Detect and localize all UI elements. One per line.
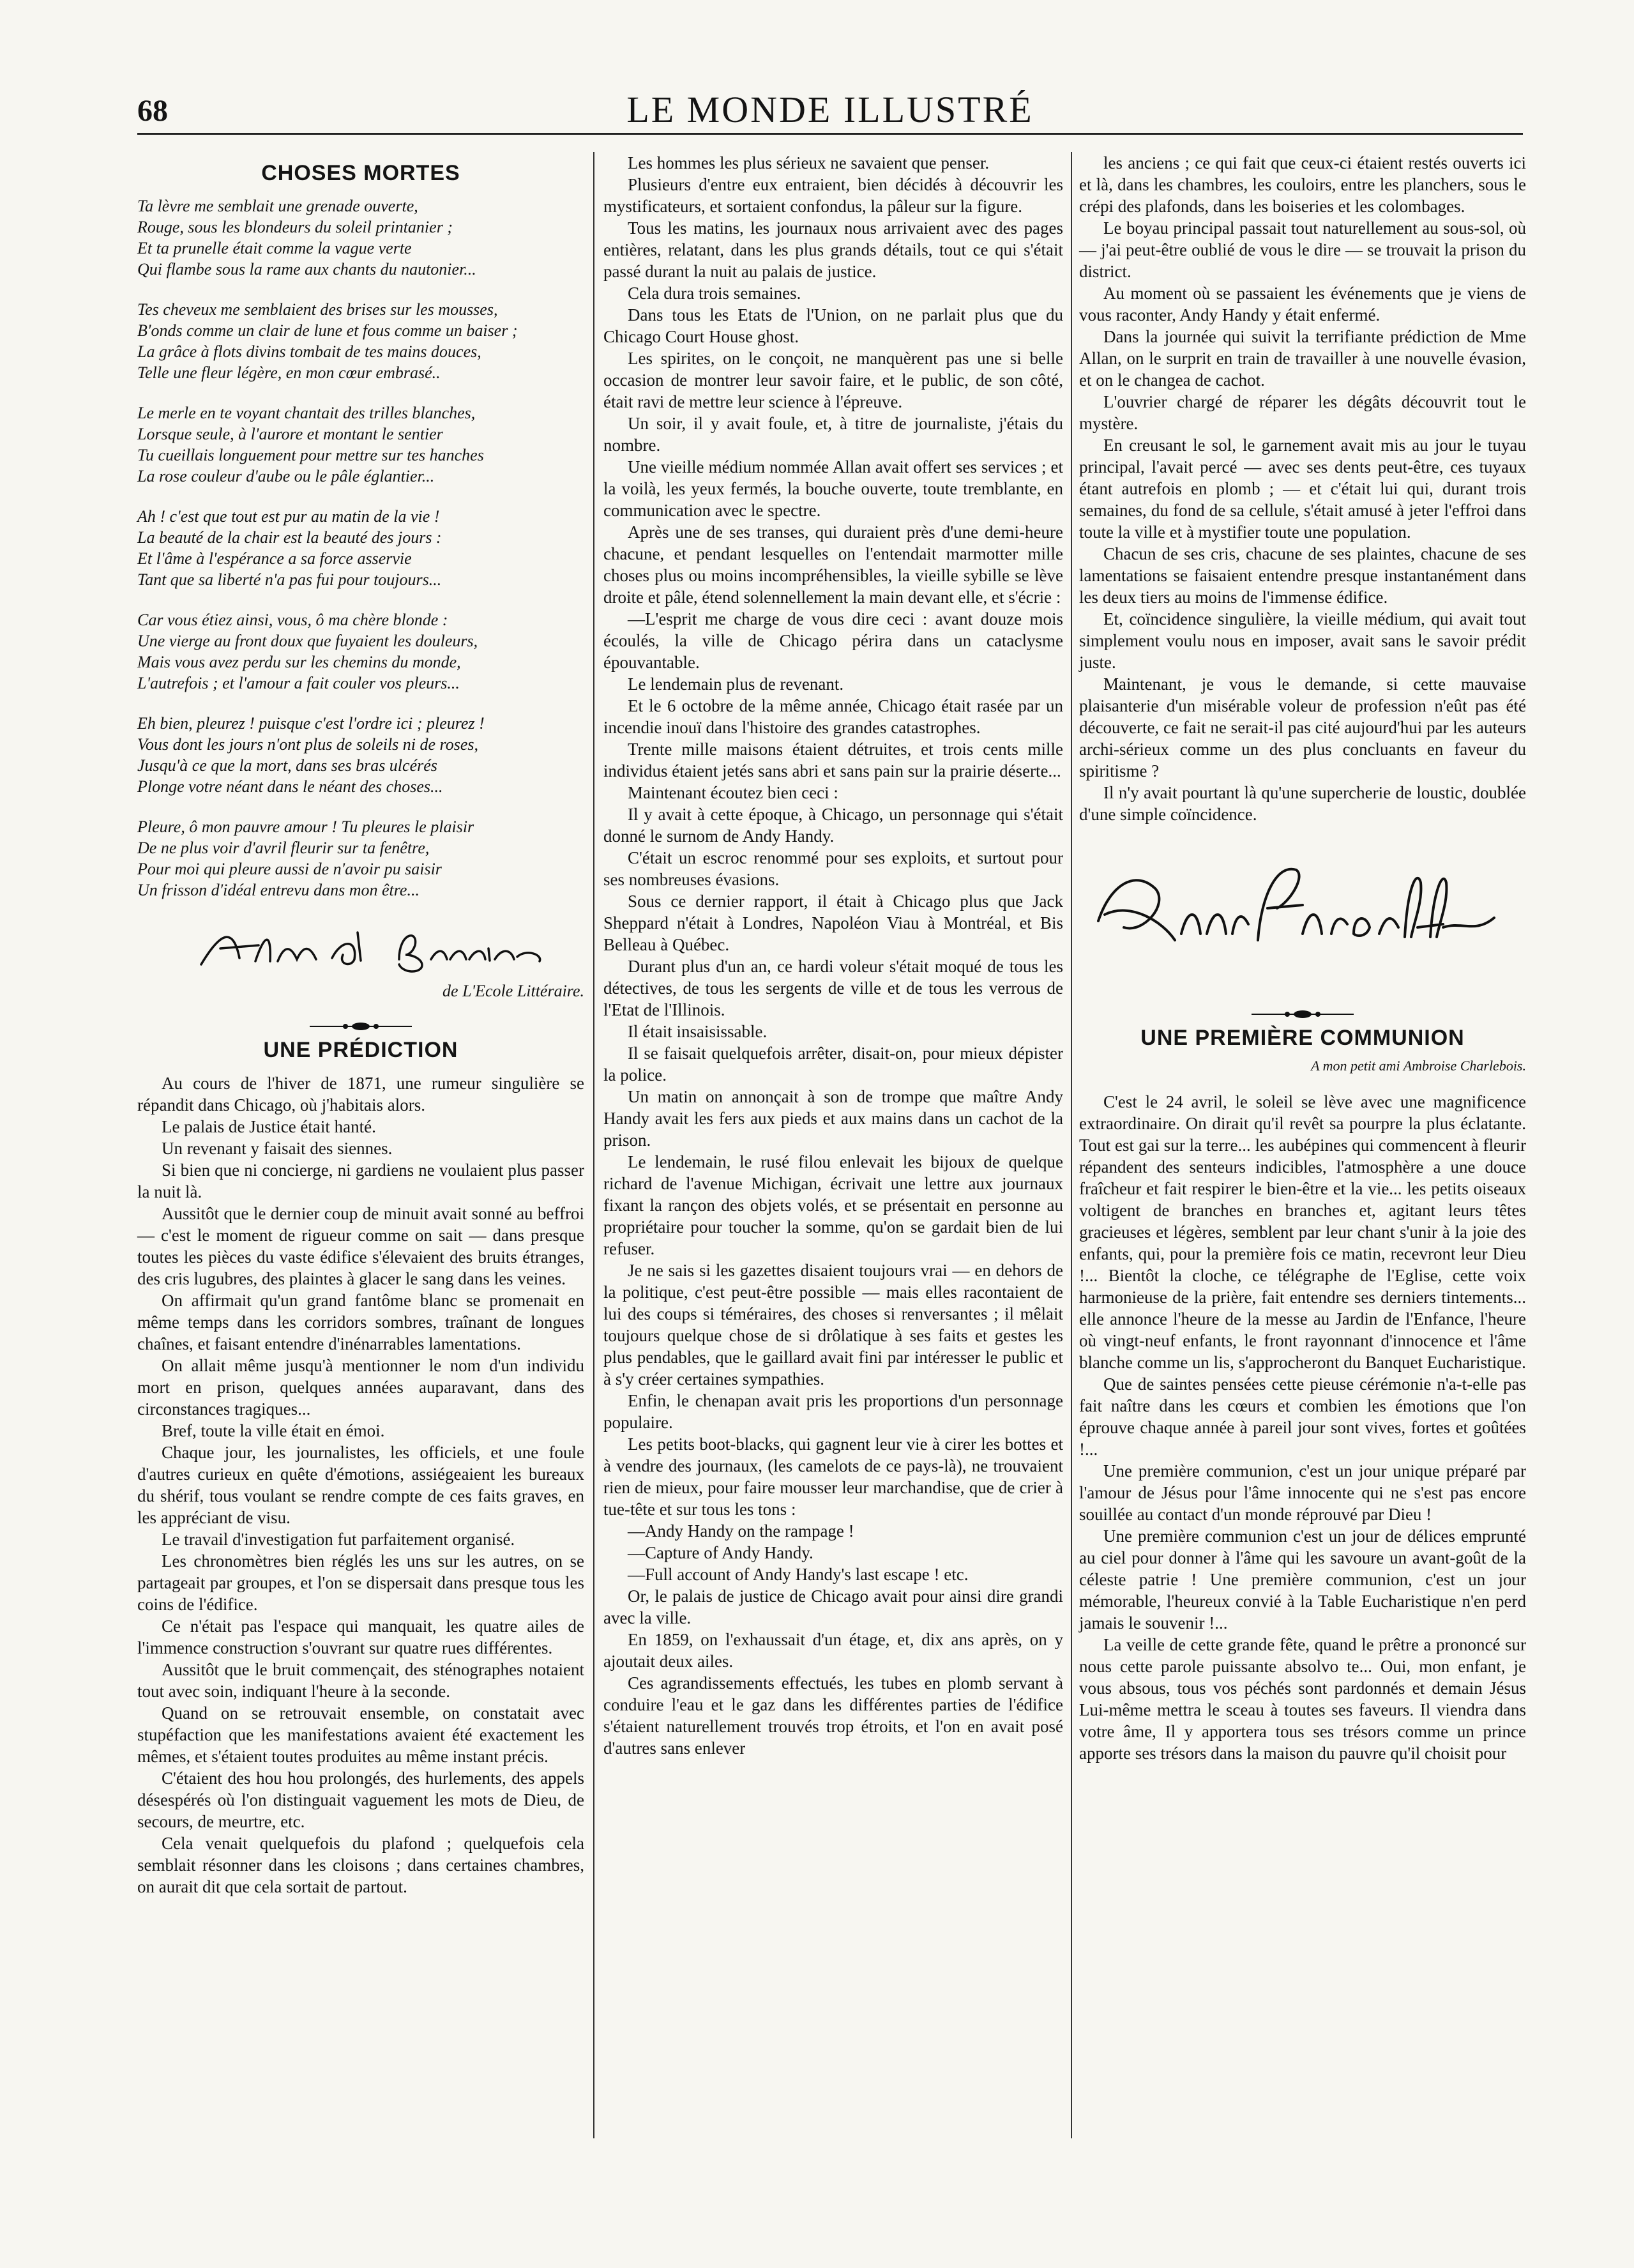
paragraph: Plusieurs d'entre eux entraient, bien décidés à découvrir les mystificateurs, et sortaient confondus, la pâleur sur la figure. (603, 175, 1063, 216)
poem-line: La rose couleur d'aube ou le pâle églantier... (137, 467, 435, 485)
paragraph: C'était un escroc renommé pour ses exploits, et surtout pour ses nombreuses évasions. (603, 848, 1063, 889)
paragraph: Chaque jour, les journalistes, les officiels, et une foule d'autres curieux en quête d'émotions, assiégeaient les bureaux du shérif, tous voulant se rendre compte de ces faits graves, en les appréciant de visu. (137, 1443, 584, 1527)
poem-credit: de L'Ecole Littéraire. (443, 982, 584, 1000)
paragraph: Les chronomètres bien réglés les uns sur les autres, on se partageait par groupes, et l'on se dispersait dans presque tous les coins de l'édifice. (137, 1551, 584, 1614)
poem-line: Plonge votre néant dans le néant des choses... (137, 777, 443, 796)
poem-stanza (137, 713, 584, 797)
paragraph: Tous les matins, les journaux nous arrivaient avec des pages entières, relatant, dans les plus grands détails, tout ce qui s'était passé durant la nuit au palais de justice. (603, 218, 1063, 281)
prediction-text-col3 (1079, 152, 1526, 825)
paragraph: En creusant le sol, le garnement avait mis au jour le tuyau principal, l'avait percé — avec ses dents peut-être, ces tuyaux étant autrefois en plomb ; — et c'était lui qui, durant trois semaines, du fond de sa cellule, s'était amusé à jeter l'effroi dans toute la ville et à mystifier toute une population. (1079, 436, 1526, 542)
paragraph: Bref, toute la ville était en émoi. (162, 1421, 385, 1440)
poem-line: Tu cueillais longuement pour mettre sur tes hanches (137, 446, 484, 464)
paragraph: —Capture of Andy Handy. (628, 1543, 813, 1562)
paragraph: Le boyau principal passait tout naturellement au sous-sol, où — j'ai peut-être oublié de vous le dire — se trouvait la prison du district. (1079, 218, 1526, 281)
poem-title: CHOSES MORTES (261, 161, 460, 185)
paragraph: —Andy Handy on the rampage ! (628, 1521, 854, 1541)
paragraph: Un revenant y faisait des siennes. (162, 1139, 393, 1158)
paragraph: Dans la journée qui suivit la terrifiante prédiction de Mme Allan, on le surprit en train de travailler à une nouvelle évasion, et on le changea de cachot. (1079, 327, 1526, 390)
prediction-text-col1 (137, 1072, 584, 1898)
paragraph: Il était insaisissable. (628, 1022, 768, 1041)
paragraph: C'est le 24 avril, le soleil se lève avec une magnificence extraordinaire. On dirait qu'il revêt sa pourpre la plus éclatante. Tout est gai sur la terre... les aubépines qui commencent à fleurir répandent des senteurs indicibles, l'atmosphère a une douce fraîcheur et fait respirer le bien-être et la vie... les petits oiseaux voltigent de branches en branches et, agitant leurs têtes gracieuses et légères, semblent par leur chant s'unir à la joie des enfants, qui, pour la première fois ce matin, recevront leur Dieu !... Bientôt la cloche, ce télégraphe de l'Eglise, cette voix harmonieuse de la prière, fait entendre ses derniers tintements... elle annonce l'heure de la messe au Jardin de l'Enfance, l'heure où vingt-neuf enfants, le front rayonnant d'innocence et l'âme blanche comme un lis, s'approcheront du Banquet Eucharistique. (1079, 1092, 1526, 1372)
paragraph: Cela venait quelquefois du plafond ; quelquefois cela semblait résonner dans les cloisons ; dans certaines chambres, on aurait dit que cela sortait de partout. (137, 1834, 584, 1896)
poem-body (137, 195, 584, 901)
signature-image (195, 920, 552, 980)
poem-line: Jusqu'à ce que la mort, dans ses bras ulcérés (137, 756, 437, 775)
column-1 (137, 152, 584, 1898)
column-rule (593, 152, 594, 2138)
poem-line: Pleure, ô mon pauvre amour ! Tu pleures le plaisir (137, 818, 474, 836)
paragraph: Il y avait à cette époque, à Chicago, un personnage qui s'était donné le surnom de Andy Handy. (603, 805, 1063, 846)
paragraph: Aussitôt que le bruit commençait, des sténographes notaient tout avec soin, indiquant l'heure à la seconde. (137, 1660, 584, 1701)
poem-stanza (137, 506, 584, 590)
paragraph: Maintenant, je vous le demande, si cette mauvaise plaisanterie d'un misérable voleur de profession n'eût pas été découverte, ce fait ne serait-il pas cité aujourd'hui par les auteurs archi-sérieux comme un des plus concluants en faveur du spiritisme ? (1079, 674, 1526, 780)
paragraph: Le palais de Justice était hanté. (162, 1117, 376, 1136)
signature-image (1086, 844, 1507, 972)
paragraph: Et le 6 octobre de la même année, Chicago était rasée par un incendie inouï dans l'histoire des grandes catastrophes. (603, 696, 1063, 737)
poem-line: Tant que sa liberté n'a pas fui pour toujours... (137, 570, 442, 589)
column-3 (1079, 152, 1526, 1764)
poem-line: B'onds comme un clair de lune et fous comme un baiser ; (137, 321, 518, 340)
paragraph: —Full account of Andy Handy's last escape ! etc. (628, 1565, 969, 1584)
paragraph: Cela dura trois semaines. (628, 284, 801, 303)
poem-line: L'autrefois ; et l'amour a fait couler vos pleurs... (137, 674, 460, 692)
poem-line: Car vous étiez ainsi, vous, ô ma chère blonde : (137, 611, 448, 629)
paragraph: Les petits boot-blacks, qui gagnent leur vie à cirer les bottes et à vendre des journaux, (les camelots de ce pays-là), ne trouvaient rien de mieux, pour faire mousser leur marchandise, que de crier à tue-tête et sur tous les tons : (603, 1435, 1063, 1519)
poem-line: Vous dont les jours n'ont plus de soleils ni de roses, (137, 735, 478, 754)
poem-line: Un frisson d'idéal entrevu dans mon être... (137, 881, 420, 899)
paragraph: Les hommes les plus sérieux ne savaient que penser. (628, 153, 990, 172)
communion-title: UNE PREMIÈRE COMMUNION (1140, 1026, 1465, 1050)
paragraph: Le travail d'investigation fut parfaitement organisé. (162, 1530, 515, 1549)
poem-line: Ah ! c'est que tout est pur au matin de la vie ! (137, 507, 440, 526)
poem-stanza (137, 299, 584, 383)
paragraph: Le lendemain, le rusé filou enlevait les bijoux de quelque richard de l'avenue Michigan, écrivait une lettre aux journaux fixant la rançon des objets volés, et se présentait en personne au propriétaire pour toucher la somme, qu'on se gardait bien de lui refuser. (603, 1152, 1063, 1258)
paragraph: Une première communion c'est un jour de délices emprunté au ciel pour donner à l'âme qui les savoure un avant-goût de la céleste patrie ! Une première communion, c'est un jour mémorable, l'heureux convié à la Table Eucharistique n'en perd jamais le souvenir !... (1079, 1526, 1526, 1633)
journal-title: LE MONDE ILLUSTRÉ (626, 89, 1034, 130)
paragraph: Durant plus d'un an, ce hardi voleur s'était moqué de tous les détectives, de tous les sergents de ville et de tous les verrous de l'Etat de l'Illinois. (603, 957, 1063, 1019)
paragraph: On allait même jusqu'à mentionner le nom d'un individu mort en prison, quelques années auparavant, dans des circonstances tragiques... (137, 1356, 584, 1419)
paragraph: Si bien que ni concierge, ni gardiens ne voulaient plus passer la nuit là. (137, 1161, 584, 1201)
poem-line: Rouge, sous les blondeurs du soleil printanier ; (137, 218, 453, 236)
prediction-title: UNE PRÉDICTION (263, 1038, 458, 1062)
poem-line: Ta lèvre me semblait une grenade ouverte, (137, 197, 418, 215)
page-header (137, 88, 1523, 133)
column-rule (1071, 152, 1072, 2138)
paragraph: Au cours de l'hiver de 1871, une rumeur singulière se répandit dans Chicago, où j'habitais alors. (137, 1074, 584, 1115)
paragraph: Que de saintes pensées cette pieuse cérémonie n'a-t-elle pas fait naître dans les cœurs et combien les émotions que l'on éprouve chaque année à pareil jour sont vives, fortes et goûtées !... (1079, 1374, 1526, 1459)
paragraph: Au moment où se passaient les événements que je viens de vous raconter, Andy Handy y était enfermé. (1079, 284, 1526, 324)
paragraph: Il n'y avait pourtant là qu'une supercherie de loustic, doublée d'une simple coïncidence. (1079, 783, 1526, 824)
paragraph: Un matin on annonçait à son de trompe que maître Andy Handy avait les fers aux pieds et aux mains dans un cachot de la prison. (603, 1087, 1063, 1150)
header-rule (137, 133, 1523, 135)
paragraph: Les spirites, on le conçoit, ne manquèrent pas une si belle occasion de montrer leur savoir faire, et le public, de son côté, était ravi de mettre leur science à l'épreuve. (603, 349, 1063, 411)
paragraph: les anciens ; ce qui fait que ceux-ci étaient restés ouverts ici et là, dans les chambres, les couloirs, entre les planchers, sous le crépi des plafonds, dans les boiseries et les colombages. (1079, 153, 1526, 216)
paragraph: En 1859, on l'exhaussait d'un étage, et, dix ans après, on y ajoutait deux ailes. (603, 1630, 1063, 1671)
poem-line: La grâce à flots divins tombait de tes mains douces, (137, 342, 481, 361)
paragraph: Ce n'était pas l'espace qui manquait, les quatre ailes de l'immence construction s'ouvrant sur quatre rues différentes. (137, 1617, 584, 1657)
poem-line: De ne plus voir d'avril fleurir sur ta fenêtre, (137, 839, 430, 857)
paragraph: Dans tous les Etats de l'Union, on ne parlait plus que du Chicago Court House ghost. (603, 305, 1063, 346)
paragraph: Après une de ses transes, qui duraient près d'une demi-heure chacune, et pendant lesquelles on l'entendait marmotter mille choses plus ou moins incompréhensibles, la vieille sybille se lève droite et pâle, étend solennellement la main devant elle, et s'écrie : (603, 522, 1063, 607)
poem-line: Eh bien, pleurez ! puisque c'est l'ordre ici ; pleurez ! (137, 714, 485, 733)
paragraph: Je ne sais si les gazettes disaient toujours vrai — en dehors de la politique, c'est peut-être possible — mais elles racontaient de lui des coups si téméraires, des choses si renversantes ; il mêlait toujours quelque chose de si drôlatique à ses faits et gestes les plus pendables, que le gaillard avait fini par intéresser le public et à s'y créer certaines sympathies. (603, 1261, 1063, 1389)
paragraph: —L'esprit me charge de vous dire ceci : avant douze mois écoulés, la ville de Chicago périra dans un cataclysme épouvantable. (603, 609, 1063, 672)
poem-line: Tes cheveux me semblaient des brises sur les mousses, (137, 300, 498, 319)
poem-line: La beauté de la chair est la beauté des jours : (137, 528, 442, 547)
paragraph: Enfin, le chenapan avait pris les proportions d'un personnage populaire. (603, 1391, 1063, 1432)
paragraph: Le lendemain plus de revenant. (628, 674, 844, 694)
poem-line: Qui flambe sous la rame aux chants du nautonier... (137, 260, 476, 278)
poem-line: Mais vous avez perdu sur les chemins du monde, (137, 653, 461, 671)
poem-stanza (137, 195, 584, 280)
poem-line: Le merle en te voyant chantait des trilles blanches, (137, 404, 476, 422)
paragraph: Aussitôt que le dernier coup de minuit avait sonné au beffroi — c'est le moment de rigueur comme on sait — dans presque toutes les pièces du vaste édifice s'élevaient des bruits étranges, des cris lugubres, des plaintes à glacer le sang dans les veines. (137, 1204, 584, 1288)
paragraph: Et, coïncidence singulière, la vieille médium, qui avait tout simplement voulu nous en imposer, avait sans le savoir prédit juste. (1079, 609, 1526, 672)
paragraph: Or, le palais de justice de Chicago avait pour ainsi dire grandi avec la ville. (603, 1587, 1063, 1627)
poem-line: Et l'âme à l'espérance a sa force asservie (137, 549, 412, 568)
paragraph: Maintenant écoutez bien ceci : (628, 783, 838, 802)
paragraph: La veille de cette grande fête, quand le prêtre a prononcé sur nous cette parole puissante absolvo te... Oui, mon enfant, je vous absous, tous vos péchés sont pardonnés et demain Jésus Lui-même mettra le sceau à toutes ses faveurs. Il viendra dans votre âme, Il y apportera tous ses trésors comme un prince apporte ses trésors dans la maison du pauvre qu'il choisit pour (1079, 1635, 1526, 1763)
paragraph: Trente mille maisons étaient détruites, et trois cents mille individus étaient jetés sans abri et sans pain sur la prairie déserte... (603, 740, 1063, 780)
poem-line: Et ta prunelle était comme la vague verte (137, 239, 412, 257)
communion-dedication: A mon petit ami Ambroise Charlebois. (1311, 1058, 1526, 1074)
column-2 (603, 152, 1063, 1759)
poem-line: Lorsque seule, à l'aurore et montant le sentier (137, 425, 443, 443)
paragraph: C'étaient des hou hou prolongés, des hurlements, des appels désespérés où l'on distinguait vaguement les mots de Dieu, de secours, de meurtre, etc. (137, 1769, 584, 1831)
ornament-divider (137, 1016, 584, 1029)
poem-line: Pour moi qui pleure aussi de n'avoir pu saisir (137, 860, 442, 878)
paragraph: Quand on se retrouvait ensemble, on constatait avec stupéfaction que les manifestations avaient été exactement les mêmes, et s'étaient toutes produites au même instant précis. (137, 1703, 584, 1766)
poem-line: Une vierge au front doux que fuyaient les douleurs, (137, 632, 478, 650)
ornament-divider (1079, 1004, 1526, 1017)
paragraph: Chacun de ses cris, chacune de ses plaintes, chacune de ses lamentations se faisaient entendre presque instantanément dans les deux tiers au moins de l'immense édifice. (1079, 544, 1526, 607)
paragraph: Une première communion, c'est un jour unique préparé par l'amour de Jésus pour l'âme innocente qui ne s'est pas encore souillée au contact d'un monde réprouvé par Dieu ! (1079, 1461, 1526, 1524)
communion-text (1079, 1091, 1526, 1764)
paragraph: Un soir, il y avait foule, et, à titre de journaliste, j'étais du nombre. (603, 414, 1063, 455)
paragraph: On affirmait qu'un grand fantôme blanc se promenait en même temps dans les corridors sombres, traînant de longues chaînes, et faisant entendre d'inénarrables lamentations. (137, 1291, 584, 1353)
paragraph: Sous ce dernier rapport, il était à Chicago plus que Jack Sheppard n'était à Londres, Napoléon Viau à Montréal, et Bis Belleau à Québec. (603, 892, 1063, 954)
poem-stanza (137, 402, 584, 487)
poem-line: Telle une fleur légère, en mon cœur embrasé.. (137, 363, 441, 382)
paragraph: Ces agrandissements effectués, les tubes en plomb servant à conduire l'eau et le gaz dans les différentes parties de l'édifice s'étaient naturellement trouvés trop étroits, et l'on en avait posé d'autres sans enlever (603, 1673, 1063, 1758)
paragraph: L'ouvrier chargé de réparer les dégâts découvrit tout le mystère. (1079, 392, 1526, 433)
author-signature (1079, 844, 1526, 978)
paragraph: Il se faisait quelquefois arrêter, disait-on, pour mieux dépister la police. (603, 1044, 1063, 1085)
page-number: 68 (137, 94, 168, 128)
paragraph: Une vieille médium nommée Allan avait offert ses services ; et la voilà, les yeux fermés, la bouche ouverte, toute tremblante, en communication avec le spectre. (603, 457, 1063, 520)
poet-signature (137, 920, 584, 980)
prediction-text-col2 (603, 152, 1063, 1759)
poem-stanza (137, 609, 584, 694)
poem-stanza (137, 816, 584, 901)
